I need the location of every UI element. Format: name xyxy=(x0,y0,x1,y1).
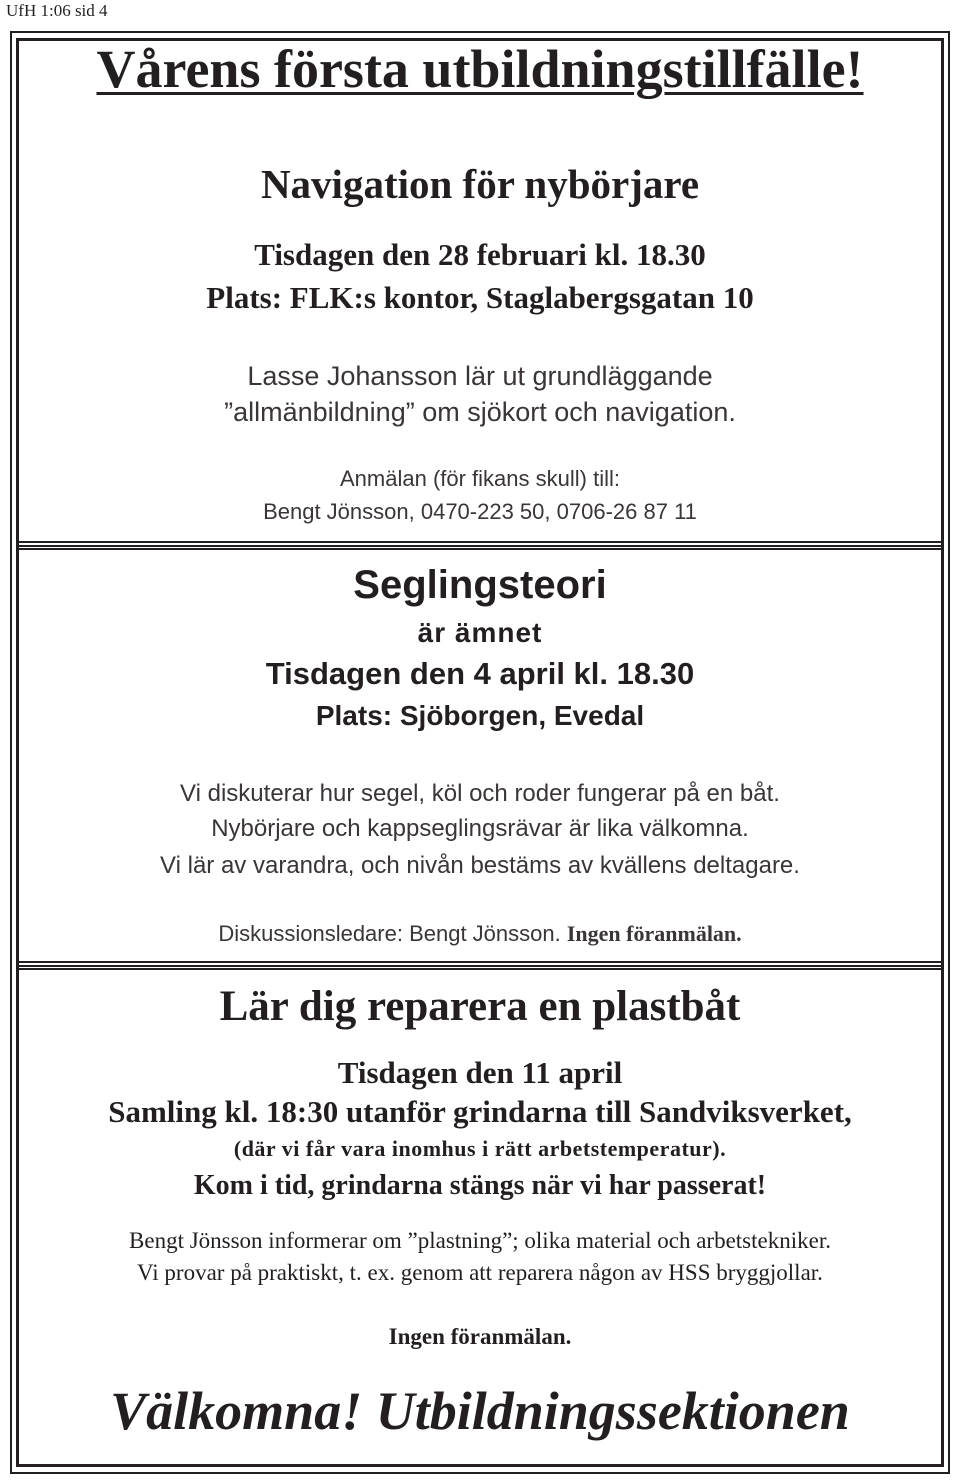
section1-heading: Navigation för nybörjare xyxy=(260,161,700,207)
section2-desc-line1: Vi diskuterar hur segel, köl och roder fungerar på en båt. xyxy=(180,780,780,807)
page-title: Vårens första utbildningstillfälle! xyxy=(96,39,864,99)
section2-leader: Diskussionsledare: Bengt Jönsson. xyxy=(218,921,561,946)
section1-signup-line1: Anmälan (för fikans skull) till: xyxy=(340,466,620,491)
section1-place: Plats: FLK:s kontor, Staglabergsgatan 10 xyxy=(206,280,754,315)
section2-heading: Seglingsteori xyxy=(353,563,607,607)
section-divider-1 xyxy=(16,541,944,550)
section2-leader-line xyxy=(0,921,960,947)
section3-desc-line2: Vi provar på praktiskt, t. ex. genom att reparera någon av HSS bryggjollar. xyxy=(137,1260,823,1285)
page-reference: UfH 1:06 sid 4 xyxy=(6,1,108,20)
section3-date: Tisdagen den 11 april xyxy=(337,1055,623,1090)
section2-desc-line3: Vi lär av varandra, och nivån bestäms av kvällens deltagare. xyxy=(160,852,800,879)
section2-subheading: är ämnet xyxy=(417,617,543,648)
section1-desc-line2: ”allmänbildning” om sjökort och navigation. xyxy=(224,397,736,427)
section2-leader-note: Ingen föranmälan. xyxy=(566,921,742,946)
footer-greeting: Välkomna! Utbildningssektionen xyxy=(110,1381,850,1441)
section1-signup-line2: Bengt Jönsson, 0470-223 50, 0706-26 87 11 xyxy=(263,499,697,524)
section3-note: Ingen föranmälan. xyxy=(388,1324,572,1349)
section3-warning: Kom i tid, grindarna stängs när vi har passerat! xyxy=(193,1170,767,1201)
section1-date: Tisdagen den 28 februari kl. 18.30 xyxy=(254,237,706,272)
section3-desc-line1: Bengt Jönsson informerar om ”plastning”; olika material och arbetstekniker. xyxy=(129,1228,831,1253)
section3-meeting: Samling kl. 18:30 utanför grindarna till Sandviksverket, xyxy=(108,1094,852,1129)
section3-heading: Lär dig reparera en plastbåt xyxy=(219,983,741,1030)
section2-desc-line2: Nybörjare och kappseglingsrävar är lika välkomna. xyxy=(211,815,749,842)
section-divider-2 xyxy=(16,961,944,970)
section2-place: Plats: Sjöborgen, Evedal xyxy=(315,700,645,731)
section1-desc-line1: Lasse Johansson lär ut grundläggande xyxy=(247,361,713,391)
section2-date: Tisdagen den 4 april kl. 18.30 xyxy=(265,656,695,691)
section3-meeting-note: (där vi får vara inomhus i rätt arbetstemperatur). xyxy=(233,1136,727,1161)
